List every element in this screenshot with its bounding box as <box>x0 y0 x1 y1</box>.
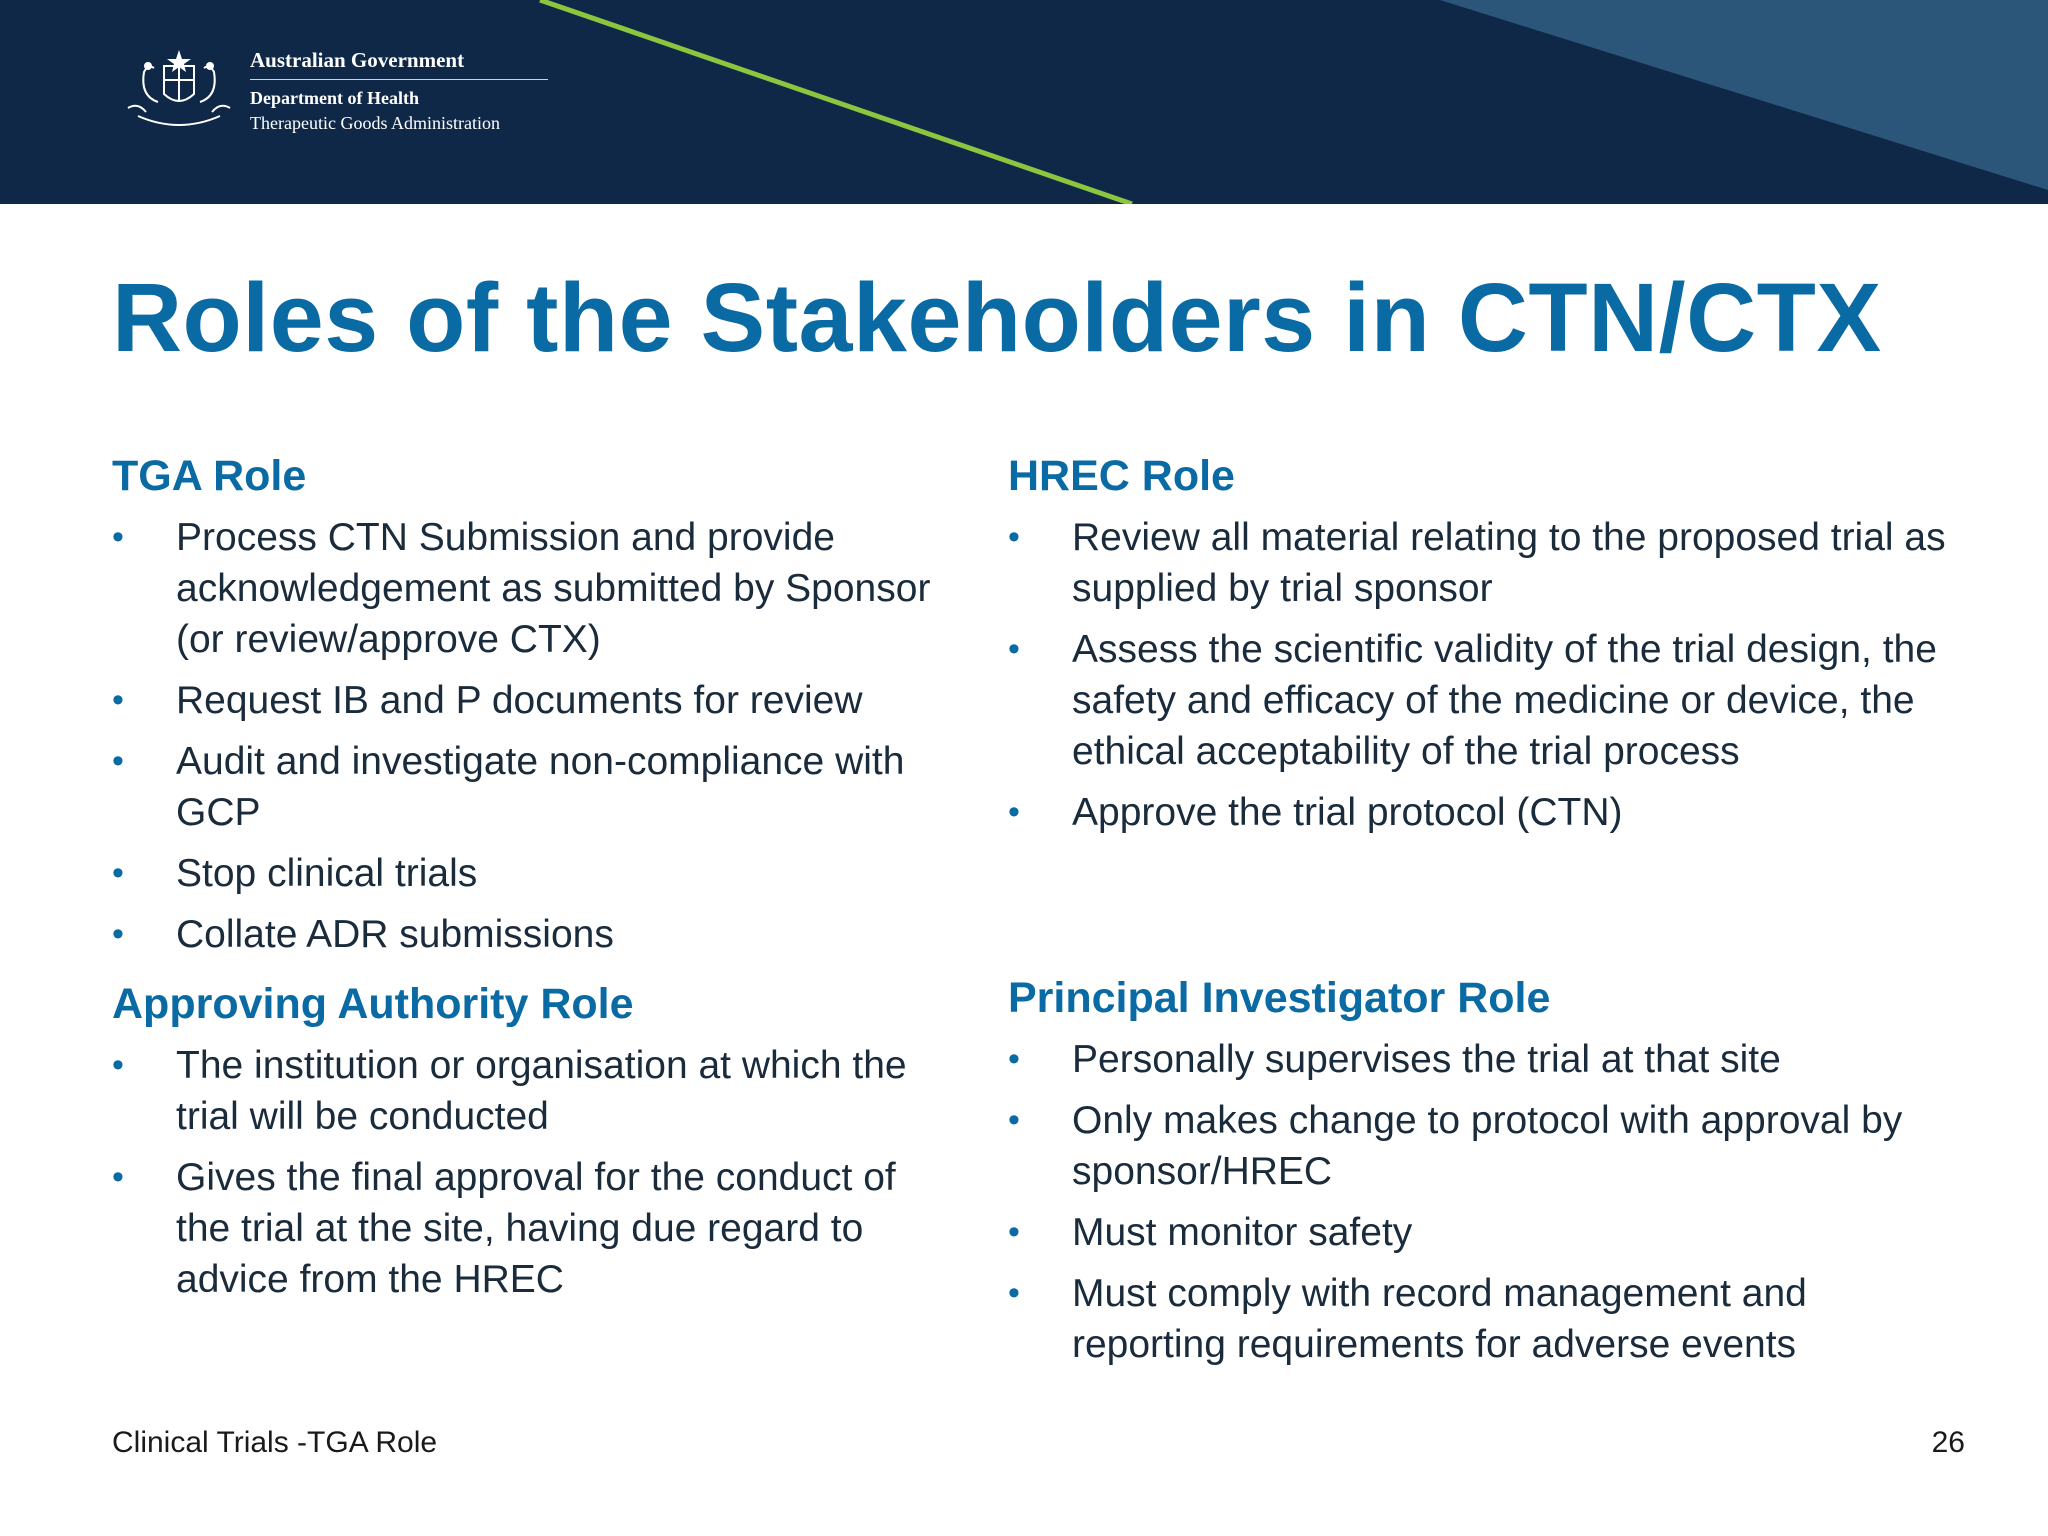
list-item-text: Must monitor safety <box>1072 1211 1413 1254</box>
list-item <box>1008 512 1968 614</box>
list-item <box>112 1152 952 1305</box>
list-item-text: Audit and investigate non-compliance with GCP <box>176 740 905 834</box>
coat-of-arms-icon <box>118 46 240 136</box>
list-item <box>1008 1095 1968 1197</box>
bullet-icon: • <box>1008 1040 1020 1078</box>
list-item <box>112 909 952 960</box>
bullet-icon: • <box>1008 630 1020 668</box>
list-item <box>1008 1268 1968 1370</box>
bullet-icon: • <box>1008 1101 1020 1139</box>
list-item <box>112 736 952 838</box>
approving-authority-list <box>112 1040 952 1305</box>
approving-authority-heading: Approving Authority Role <box>112 980 634 1028</box>
list-item <box>1008 787 1968 838</box>
list-item-text: Review all material relating to the proposed trial as supplied by trial sponsor <box>1072 516 1946 610</box>
list-item <box>112 848 952 899</box>
list-item-text: Request IB and P documents for review <box>176 679 863 722</box>
bullet-icon: • <box>112 742 124 780</box>
list-item <box>112 1040 952 1142</box>
list-item <box>1008 1207 1968 1258</box>
list-item <box>1008 1034 1968 1085</box>
tga-role-heading: TGA Role <box>112 452 307 500</box>
agency-name: Therapeutic Goods Administration <box>250 113 500 133</box>
principal-investigator-list <box>1008 1034 1968 1370</box>
bullet-icon: • <box>1008 1213 1020 1251</box>
hrec-role-list <box>1008 512 1968 838</box>
bullet-icon: • <box>1008 518 1020 556</box>
list-item <box>1008 624 1968 777</box>
bullet-icon: • <box>112 1046 124 1084</box>
list-item-text: Process CTN Submission and provide acknowledgement as submitted by Sponsor (or review/approve CTX) <box>176 516 931 661</box>
list-item-text: Stop clinical trials <box>176 852 478 895</box>
bullet-icon: • <box>112 915 124 953</box>
list-item-text: Gives the final approval for the conduct of the trial at the site, having due regard to advice from the HREC <box>176 1156 896 1301</box>
tga-role-section <box>112 450 952 960</box>
list-item-text: Assess the scientific validity of the trial design, the safety and efficacy of the medicine or device, the ethical acceptability of the trial process <box>1072 628 1937 773</box>
list-item <box>112 512 952 665</box>
page-number: 26 <box>1931 1426 1965 1459</box>
principal-investigator-heading: Principal Investigator Role <box>1008 974 1551 1022</box>
list-item-text: Must comply with record management and reporting requirements for adverse events <box>1072 1272 1807 1366</box>
list-item-text: Approve the trial protocol (CTN) <box>1072 791 1623 834</box>
list-item-text: Only makes change to protocol with approval by sponsor/HREC <box>1072 1099 1903 1193</box>
tga-role-list <box>112 512 952 960</box>
bullet-icon: • <box>112 1158 124 1196</box>
department-name: Department of Health <box>250 88 419 108</box>
government-wordmark <box>250 48 548 134</box>
bullet-icon: • <box>112 518 124 556</box>
approving-authority-section <box>112 978 952 1305</box>
list-item <box>112 675 952 726</box>
government-logo <box>118 46 548 136</box>
bullet-icon: • <box>112 854 124 892</box>
hrec-role-section <box>1008 450 1968 838</box>
list-item-text: Personally supervises the trial at that site <box>1072 1038 1781 1081</box>
footer-text: Clinical Trials -TGA Role <box>112 1426 438 1459</box>
principal-investigator-section <box>1008 972 1968 1370</box>
bullet-icon: • <box>1008 1274 1020 1312</box>
bullet-icon: • <box>112 681 124 719</box>
header-banner <box>0 0 2048 204</box>
page-title: Roles of the Stakeholders in CTN/CTX <box>112 263 1882 372</box>
government-name: Australian Government <box>250 48 548 80</box>
list-item-text: Collate ADR submissions <box>176 913 614 956</box>
hrec-role-heading: HREC Role <box>1008 452 1235 500</box>
bullet-icon: • <box>1008 793 1020 831</box>
list-item-text: The institution or organisation at which the trial will be conducted <box>176 1044 907 1138</box>
